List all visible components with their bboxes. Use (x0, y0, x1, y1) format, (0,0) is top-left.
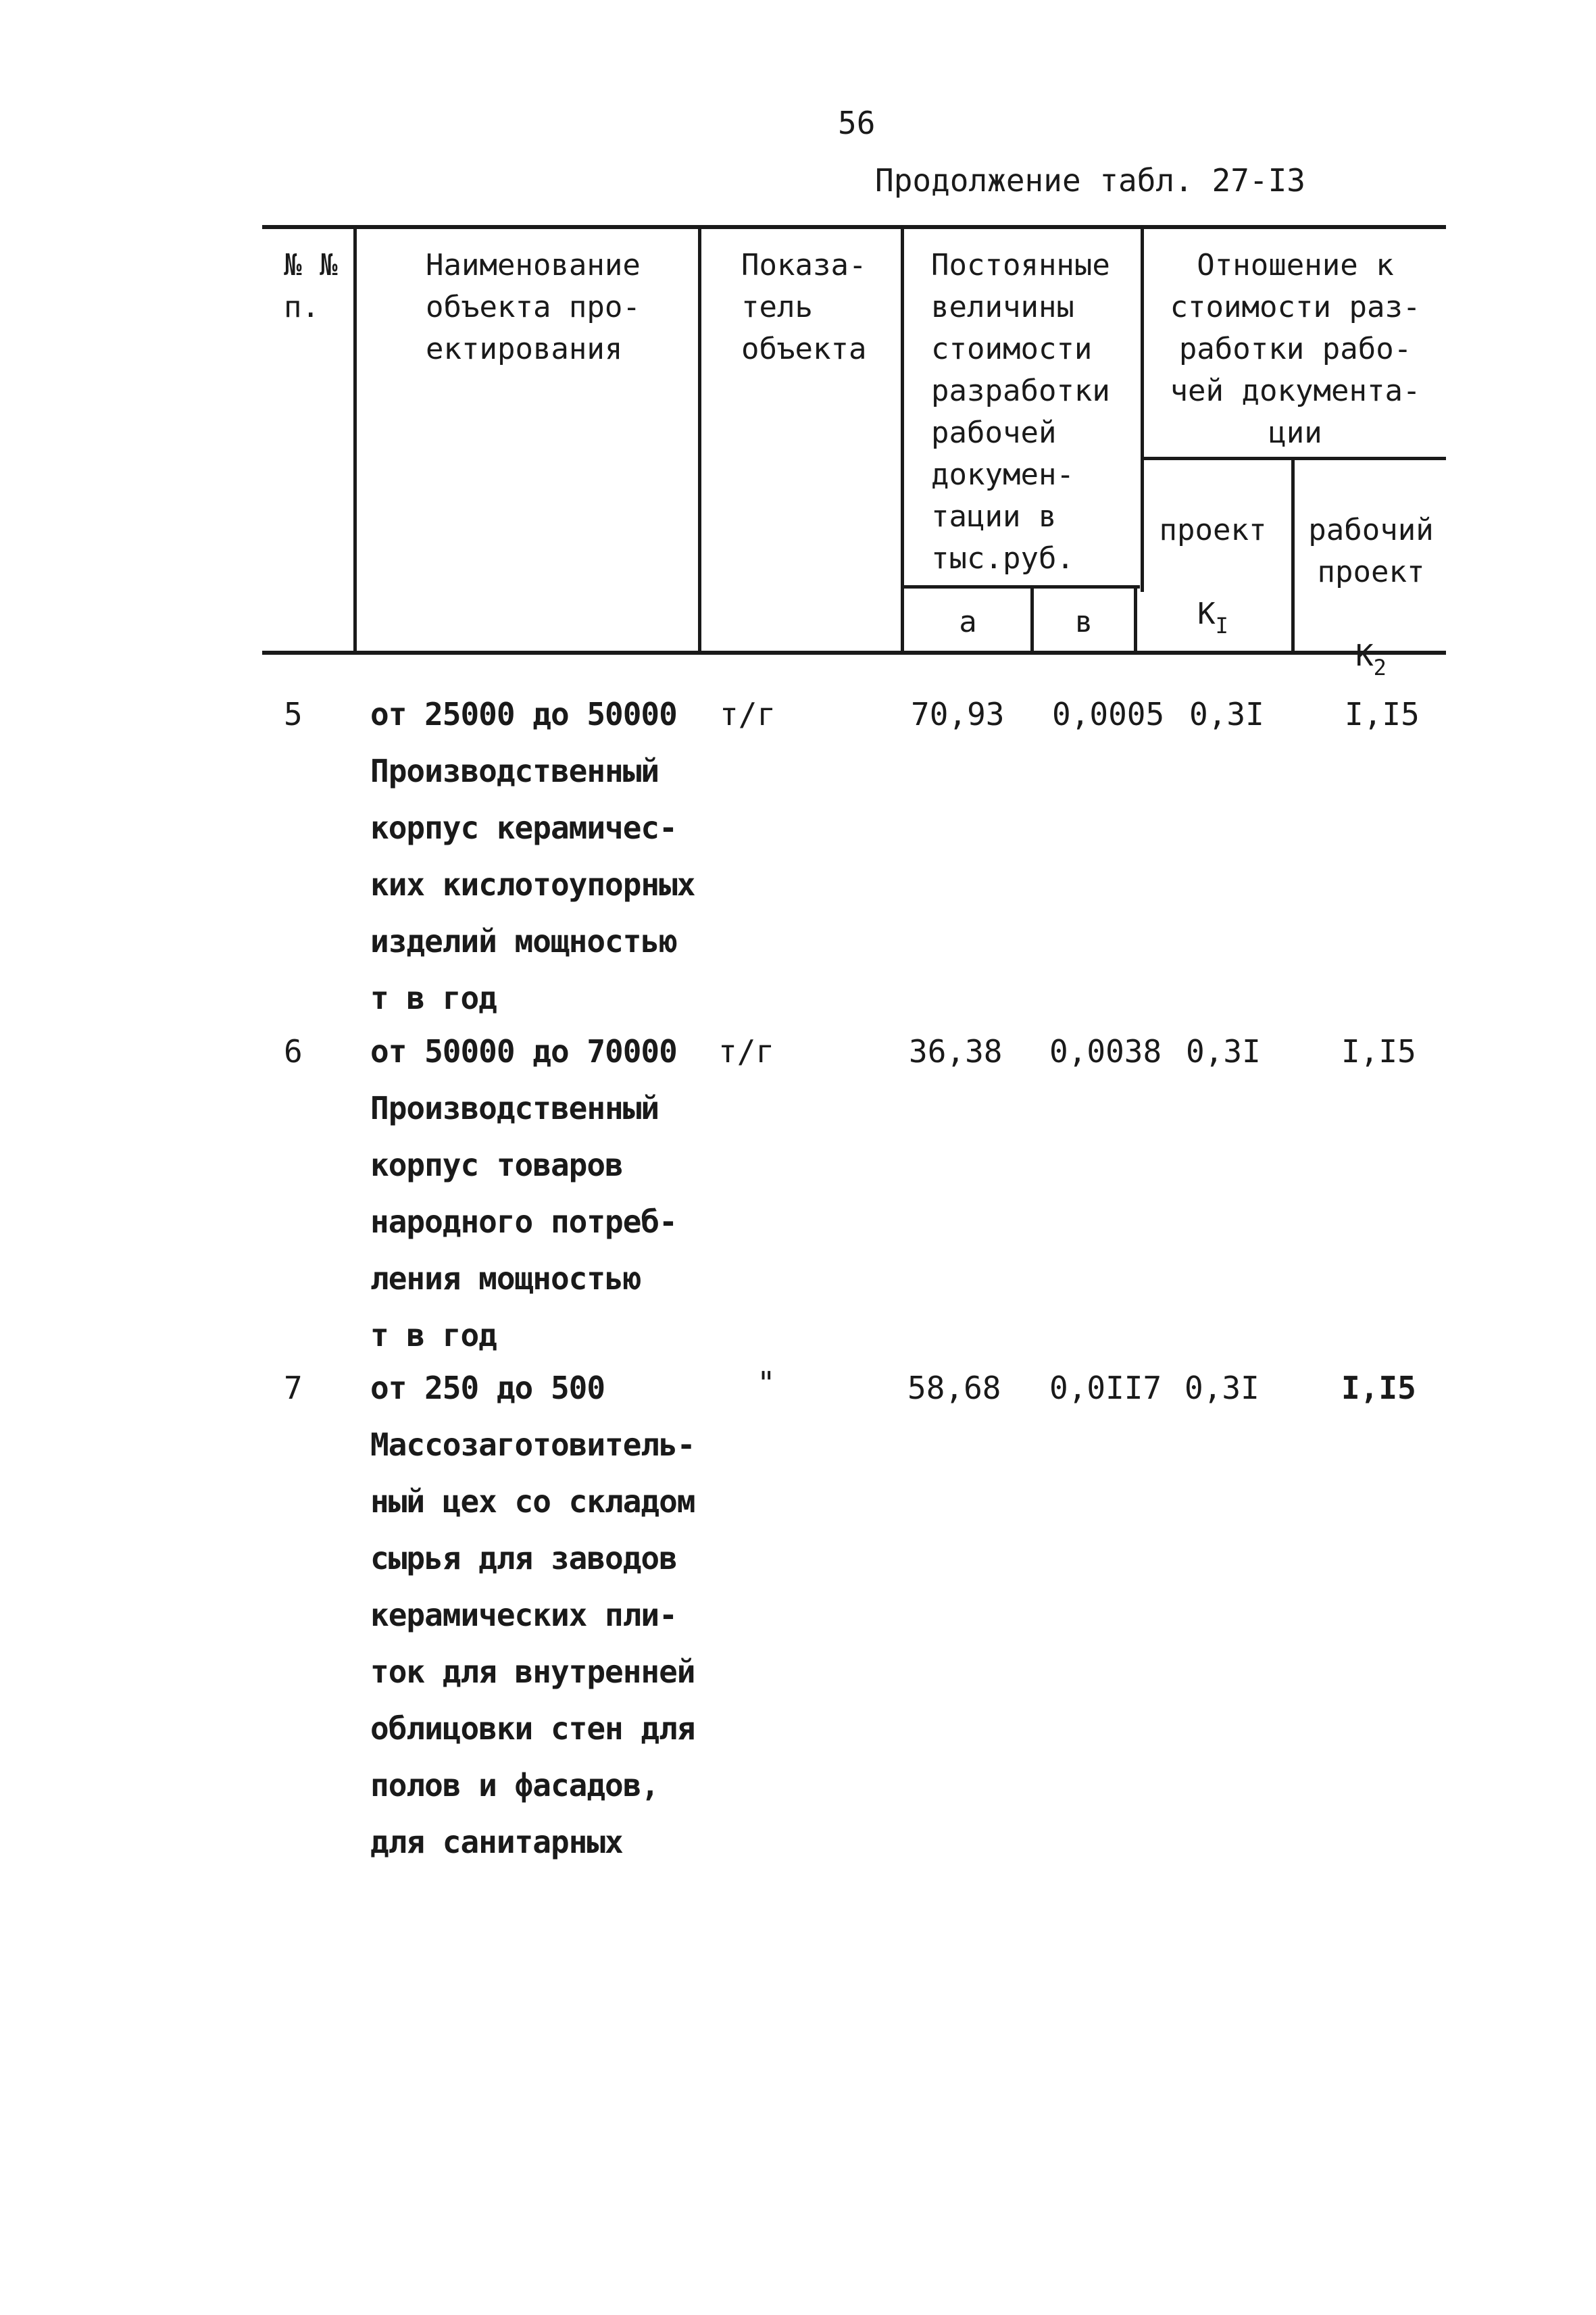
row-value-a: 70,93 (911, 696, 1005, 732)
header-k1-symbol: $К_I$ (1197, 597, 1228, 639)
row-k1: 0,3I (1184, 1370, 1260, 1406)
header-constants: Постоянные величины стоимости разработки рабочей докумен- тации в тыс.руб. (931, 248, 1110, 576)
row-name: от 25000 до 50000 Производственный корпус керамичес- ких кислотоупорных изделий мощностью т в год (370, 696, 695, 1016)
page-number: 56 (838, 105, 876, 141)
col-divider-2 (698, 227, 701, 654)
table-top-rule (262, 225, 1446, 229)
constants-subheader-rule (902, 585, 1140, 589)
header-indicator: Показа- тель объекта (741, 248, 867, 366)
header-ratio: Отношение к стоимости раз- работки рабо- чей документа- ции (1170, 248, 1421, 450)
row-value-a: 36,38 (909, 1033, 1003, 1070)
row-indicator: т/г (718, 1033, 775, 1070)
row-k1: 0,3I (1189, 696, 1264, 732)
row-indicator: т/г (720, 696, 776, 732)
col-divider-1 (353, 227, 357, 654)
header-k1 (1135, 468, 1291, 689)
header-k1-label: проект (1159, 513, 1267, 547)
header-k2-label: рабочий проект (1308, 513, 1434, 589)
row-k2: I,I5 (1341, 1033, 1416, 1070)
header-k2-symbol: $К_2$ (1355, 639, 1387, 680)
row-num: 6 (284, 1033, 303, 1070)
row-indicator: " (757, 1365, 776, 1401)
header-num: № № п. (284, 248, 338, 324)
row-k2: I,I5 (1345, 696, 1420, 732)
header-name: Наименование объекта про- ектирования (426, 248, 641, 366)
row-num: 7 (284, 1370, 303, 1406)
table-caption: Продолжение табл. 27-I3 (875, 162, 1305, 199)
header-const-a: а (959, 605, 977, 639)
row-name: от 250 до 500 Массозаготовитель- ный цех со складом сырья для заводов керамических пли- ток для внутренней облицовки стен для полов и фасадов, для санитарных (370, 1370, 695, 1860)
row-name: от 50000 до 70000 Производственный корпус товаров народного потреб- ления мощностью т в год (370, 1033, 677, 1353)
row-k1: 0,3I (1186, 1033, 1261, 1070)
row-value-b: 0,0038 (1049, 1033, 1162, 1070)
row-value-b: 0,0II7 (1049, 1370, 1162, 1406)
row-k2: I,I5 (1341, 1370, 1416, 1406)
row-value-b: 0,0005 (1052, 696, 1165, 732)
col-divider-k (1291, 458, 1295, 654)
col-divider-3 (901, 227, 904, 654)
header-const-b: в (1074, 605, 1093, 639)
row-num: 5 (284, 696, 303, 732)
row-value-a: 58,68 (907, 1370, 1001, 1406)
